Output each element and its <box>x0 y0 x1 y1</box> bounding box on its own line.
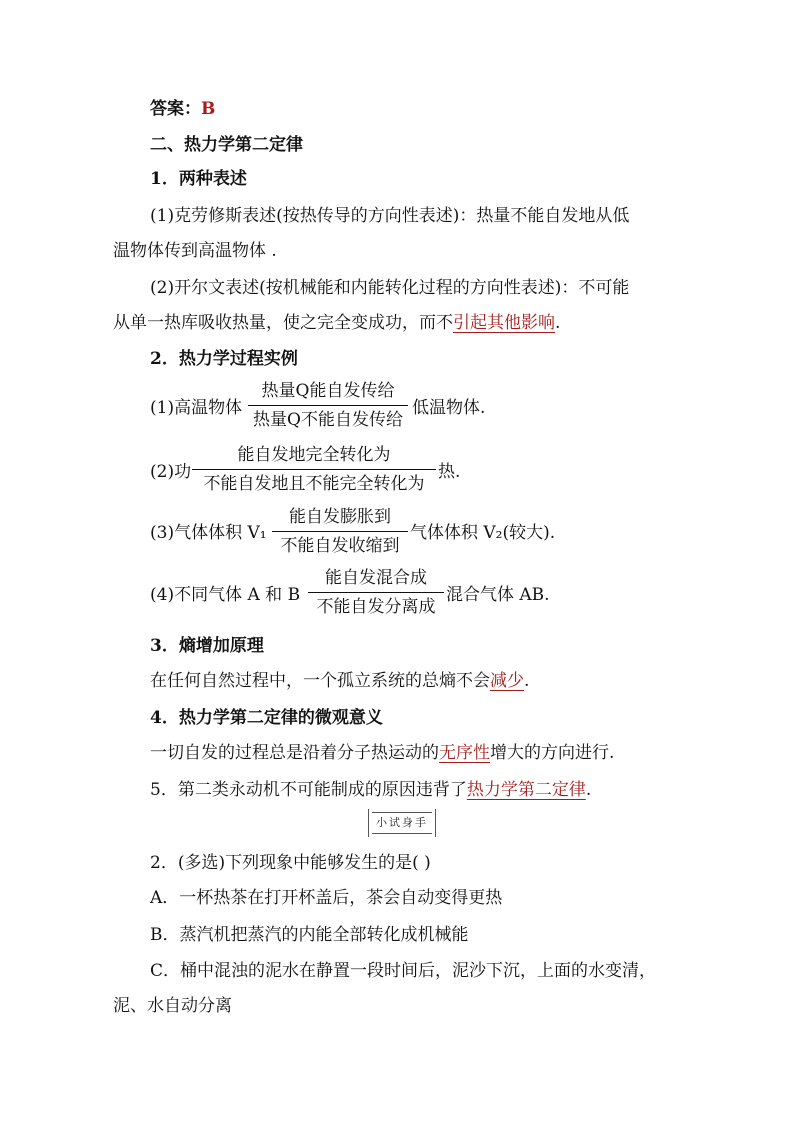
s3-text <box>150 670 529 692</box>
option-c-line2: 泥、水自动分离 <box>113 996 232 1016</box>
s5-fill: 热力学第二定律 <box>466 780 586 800</box>
e4-bar <box>308 592 444 593</box>
s1-p2-pre: 从单一热库吸收热量，使之完全变成功，而不 <box>113 313 453 333</box>
e4-post: 混合气体 AB. <box>446 585 550 605</box>
e3-bar <box>272 531 408 532</box>
option-a: A．一杯热茶在打开杯盖后，茶会自动变得更热 <box>150 888 503 908</box>
s4-text <box>150 742 614 764</box>
s1-p2-post: . <box>555 313 561 333</box>
option-b: B．蒸汽机把蒸汽的内能全部转化成机械能 <box>150 925 469 945</box>
question-stem: 2．(多选)下列现象中能够发生的是( ) <box>150 853 431 873</box>
e4-top: 能自发混合成 <box>325 568 427 588</box>
s4-pre: 一切自发的过程总是沿着分子热运动的 <box>150 743 439 763</box>
e1-arrow <box>248 380 408 431</box>
s1-title: 1．两种表述 <box>150 169 247 189</box>
s4-title: 4．热力学第二定律的微观意义 <box>150 708 383 728</box>
s3-title: 3．熵增加原理 <box>150 636 264 656</box>
s5-pre: 5．第二类永动机不可能制成的原因违背了 <box>150 780 467 800</box>
s1-p2-line1: (2)开尔文表述(按机械能和内能转化过程的方向性表述)：不可能 <box>150 278 630 298</box>
s3-fill: 减少 <box>490 671 524 691</box>
s2-title: 2．热力学过程实例 <box>150 349 298 369</box>
s1-p2-line2 <box>113 312 560 334</box>
s4-fill: 无序性 <box>439 743 490 763</box>
e3-top: 能自发膨胀到 <box>289 507 391 527</box>
s3-pre: 在任何自然过程中，一个孤立系统的总熵不会 <box>150 671 490 691</box>
s1-p1-line1: (1)克劳修斯表述(按热传导的方向性表述)：热量不能自发地从低 <box>150 206 630 226</box>
e3-pre: (3)气体体积 V₁ <box>150 523 267 543</box>
e1-bot: 热量Q不能自发传给 <box>253 410 403 430</box>
e2-top: 能自发地完全转化为 <box>237 445 391 465</box>
s3-post: . <box>524 671 530 691</box>
e4-arrow <box>308 567 444 618</box>
e2-post: 热. <box>438 462 461 482</box>
e1-bar <box>248 405 408 406</box>
e3-bot: 不能自发收缩到 <box>280 536 400 556</box>
e3-post: 气体体积 V₂(较大). <box>410 523 556 543</box>
e3-arrow <box>272 506 408 557</box>
section-title: 二、热力学第二定律 <box>150 135 303 155</box>
e4-bot: 不能自发分离成 <box>316 597 436 617</box>
e2-bar <box>192 469 436 470</box>
e2-bot: 不能自发地且不能完全转化为 <box>203 474 425 494</box>
e2-arrow <box>192 444 436 495</box>
s4-post: 增大的方向进行. <box>490 743 615 763</box>
option-c-line1: C．桶中混浊的泥水在静置一段时间后，泥沙下沉，上面的水变清， <box>150 961 657 981</box>
e1-top: 热量Q能自发传给 <box>261 381 395 401</box>
s1-p2-fill: 引起其他影响 <box>453 313 555 333</box>
s5-post: . <box>585 780 592 800</box>
s1-p1-line2: 温物体传到高温物体 . <box>113 241 277 261</box>
s5-text <box>150 779 591 801</box>
answer-label: 答案： <box>150 99 201 119</box>
answer-value: B <box>201 99 216 119</box>
e2-pre: (2)功 <box>150 462 192 482</box>
e1-pre: (1)高温物体 <box>150 398 243 418</box>
e1-post: 低温物体. <box>412 398 486 418</box>
practice-badge: 小试身手 <box>372 812 432 834</box>
answer-line <box>150 98 215 120</box>
e4-pre: (4)不同气体 A 和 B <box>150 585 301 605</box>
